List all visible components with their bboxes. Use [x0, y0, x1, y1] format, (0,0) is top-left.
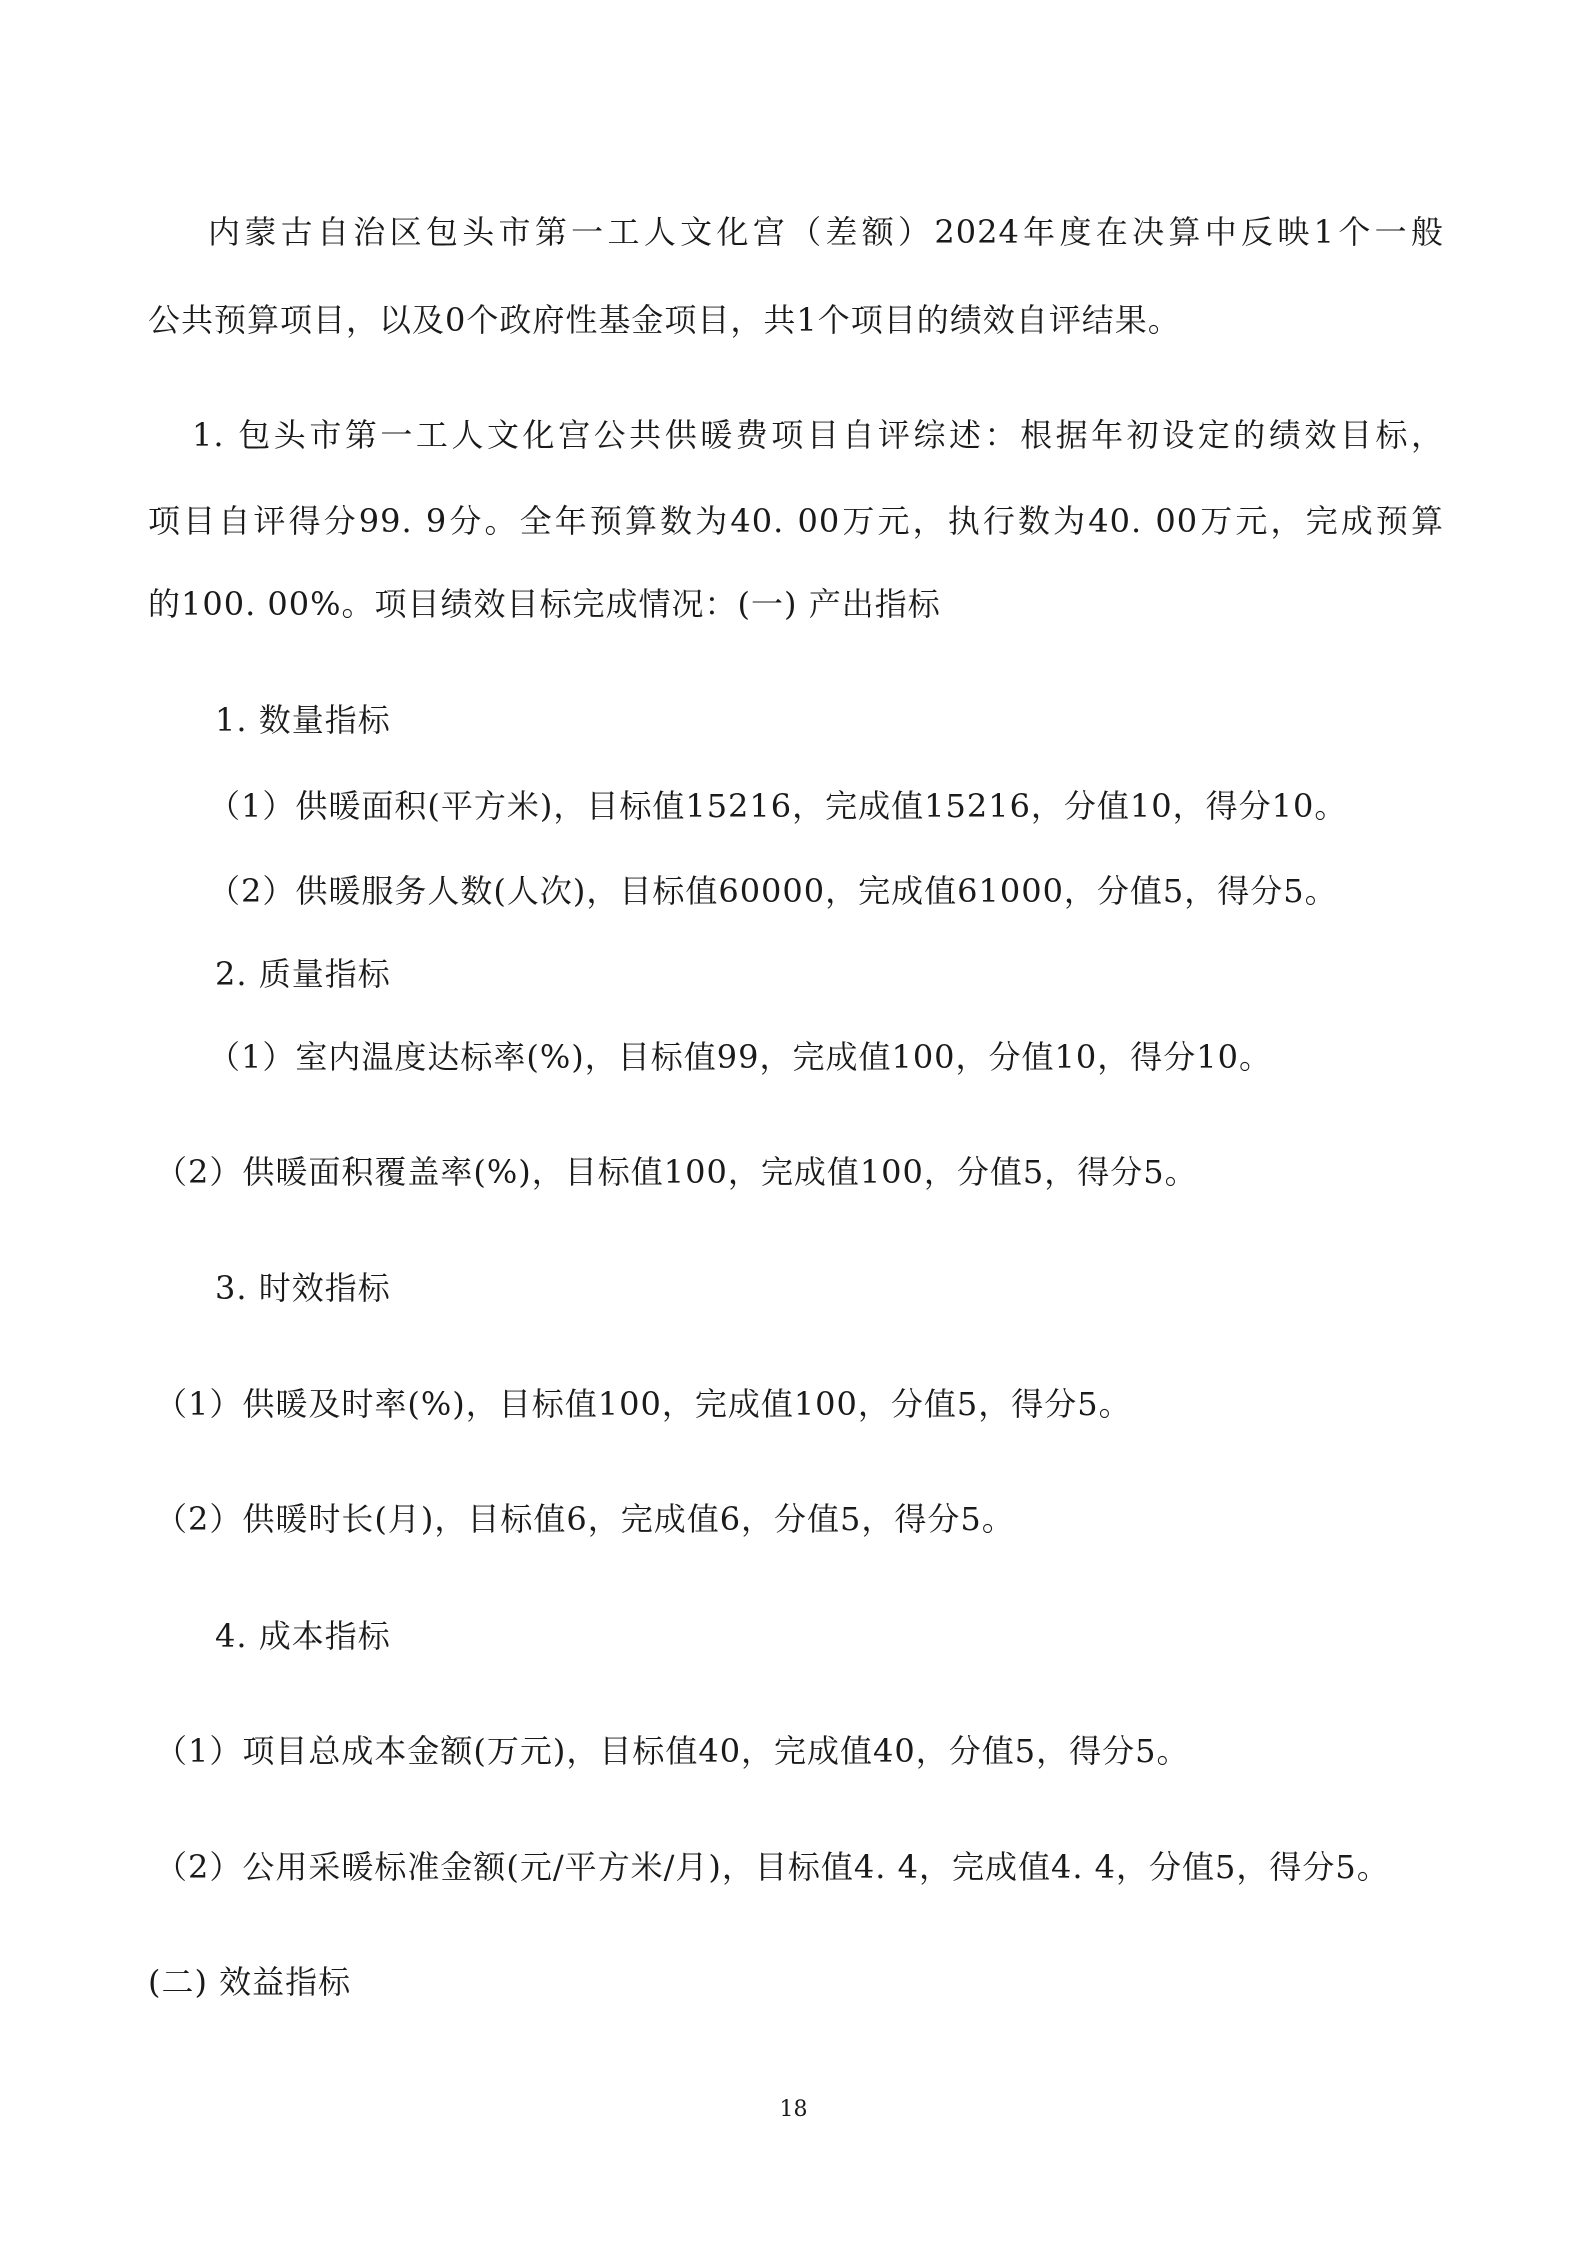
- quality-item-1: （1）室内温度达标率(%)，目标值99，完成值100，分值10，得分10。: [208, 1038, 1272, 1076]
- quantity-item-1: （1）供暖面积(平方米)，目标值15216，完成值15216，分值10，得分10。: [208, 787, 1348, 825]
- quantity-item-2: （2）供暖服务人数(人次)，目标值60000，完成值61000，分值5，得分5。: [208, 872, 1338, 910]
- section-cost-heading: 4. 成本指标: [215, 1617, 391, 1655]
- timeliness-item-1: （1）供暖及时率(%)，目标值100，完成值100，分值5，得分5。: [155, 1385, 1132, 1423]
- summary-line-3: 的100. 00%。项目绩效目标完成情况：(一) 产出指标: [148, 585, 941, 623]
- summary-line-1: 1. 包头市第一工人文化宫公共供暖费项目自评综述：根据年初设定的绩效目标，: [192, 416, 1444, 454]
- section-timeliness-heading: 3. 时效指标: [215, 1269, 391, 1307]
- section-quality-heading: 2. 质量指标: [215, 955, 391, 993]
- summary-line-2: 项目自评得分99. 9分。全年预算数为40. 00万元，执行数为40. 00万元，完成预算: [148, 502, 1444, 540]
- cost-item-2: （2）公用采暖标准金额(元/平方米/月)，目标值4. 4，完成值4. 4，分值5，得分5。: [155, 1848, 1390, 1886]
- timeliness-item-2: （2）供暖时长(月)，目标值6，完成值6，分值5，得分5。: [155, 1500, 1015, 1538]
- intro-line-2: 公共预算项目，以及0个政府性基金项目，共1个项目的绩效自评结果。: [148, 301, 1181, 339]
- section-benefit-heading: (二) 效益指标: [148, 1963, 352, 2001]
- section-quantity-heading: 1. 数量指标: [215, 701, 391, 739]
- page-number: 18: [779, 2097, 808, 2122]
- quality-item-2: （2）供暖面积覆盖率(%)，目标值100，完成值100，分值5，得分5。: [155, 1153, 1198, 1191]
- cost-item-1: （1）项目总成本金额(万元)，目标值40，完成值40，分值5，得分5。: [155, 1732, 1190, 1770]
- intro-line-1: 内蒙古自治区包头市第一工人文化宫（差额）2024年度在决算中反映1个一般: [208, 213, 1444, 251]
